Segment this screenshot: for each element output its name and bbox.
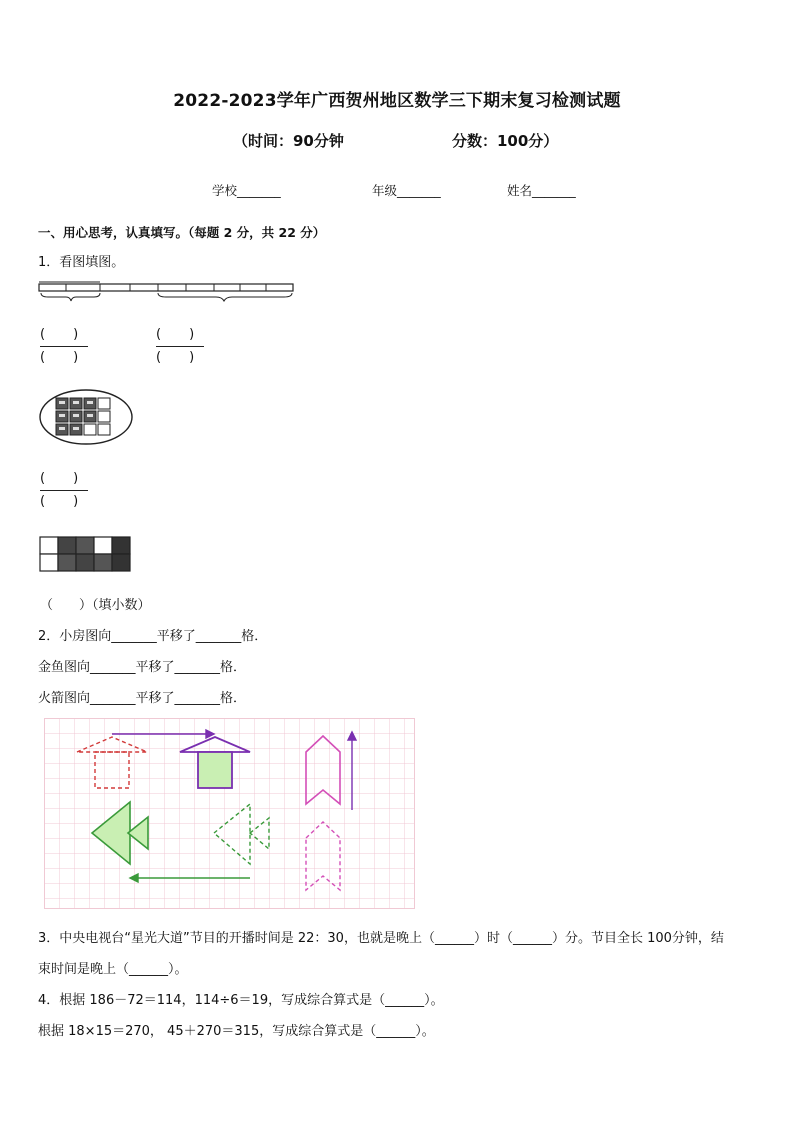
question-4-line-1: 4．根据 186－72＝114，114÷6＝19，写成综合算式是（______）。 [38,993,444,1008]
question-2-line-2: 金鱼图向_______平移了_______格． [38,660,247,675]
question-3-line-1: 3．中央电视台“星光大道”节目的开播时间是 22：30，也就是晚上（______）时（______）分。节目全长 100分钟，结 [38,931,724,946]
segment-strip-figure [36,280,298,306]
grade-field[interactable]: 年级_______ [372,183,441,198]
question-2-line-3: 火箭图向_______平移了_______格． [38,691,247,706]
page-title: 2022-2023学年广西贺州地区数学三下期末复习检测试题 [173,91,621,111]
exam-score: 分数：100分） [452,132,559,150]
name-field[interactable]: 姓名_______ [507,183,576,198]
question-2-line-1: 2．小房图向_______平移了_______格． [38,629,268,644]
translation-grid-figure [44,718,416,910]
oval-squares-figure [38,388,136,446]
question-3-line-2: 束时间是晚上（______）。 [38,962,188,977]
exam-time: （时间：90分钟 [233,132,344,150]
fraction-blank-3[interactable]: ( ) ( ) [40,469,88,512]
question-4-line-2: 根据 18×15＝270， 45＋270＝315，写成综合算式是（______）。 [38,1024,435,1039]
shaded-grid-figure [38,535,138,575]
question-1-label: 1．看图填图。 [38,255,125,270]
fraction-blank-1[interactable]: ( ) ( ) [40,325,88,368]
fraction-blank-2[interactable]: ( ) ( ) [156,325,204,368]
section-heading: 一、用心思考，认真填写。（每题 2 分，共 22 分） [38,225,326,240]
school-field[interactable]: 学校_______ [212,183,281,198]
decimal-answer-blank[interactable]: （ ）（填小数） [40,598,151,613]
